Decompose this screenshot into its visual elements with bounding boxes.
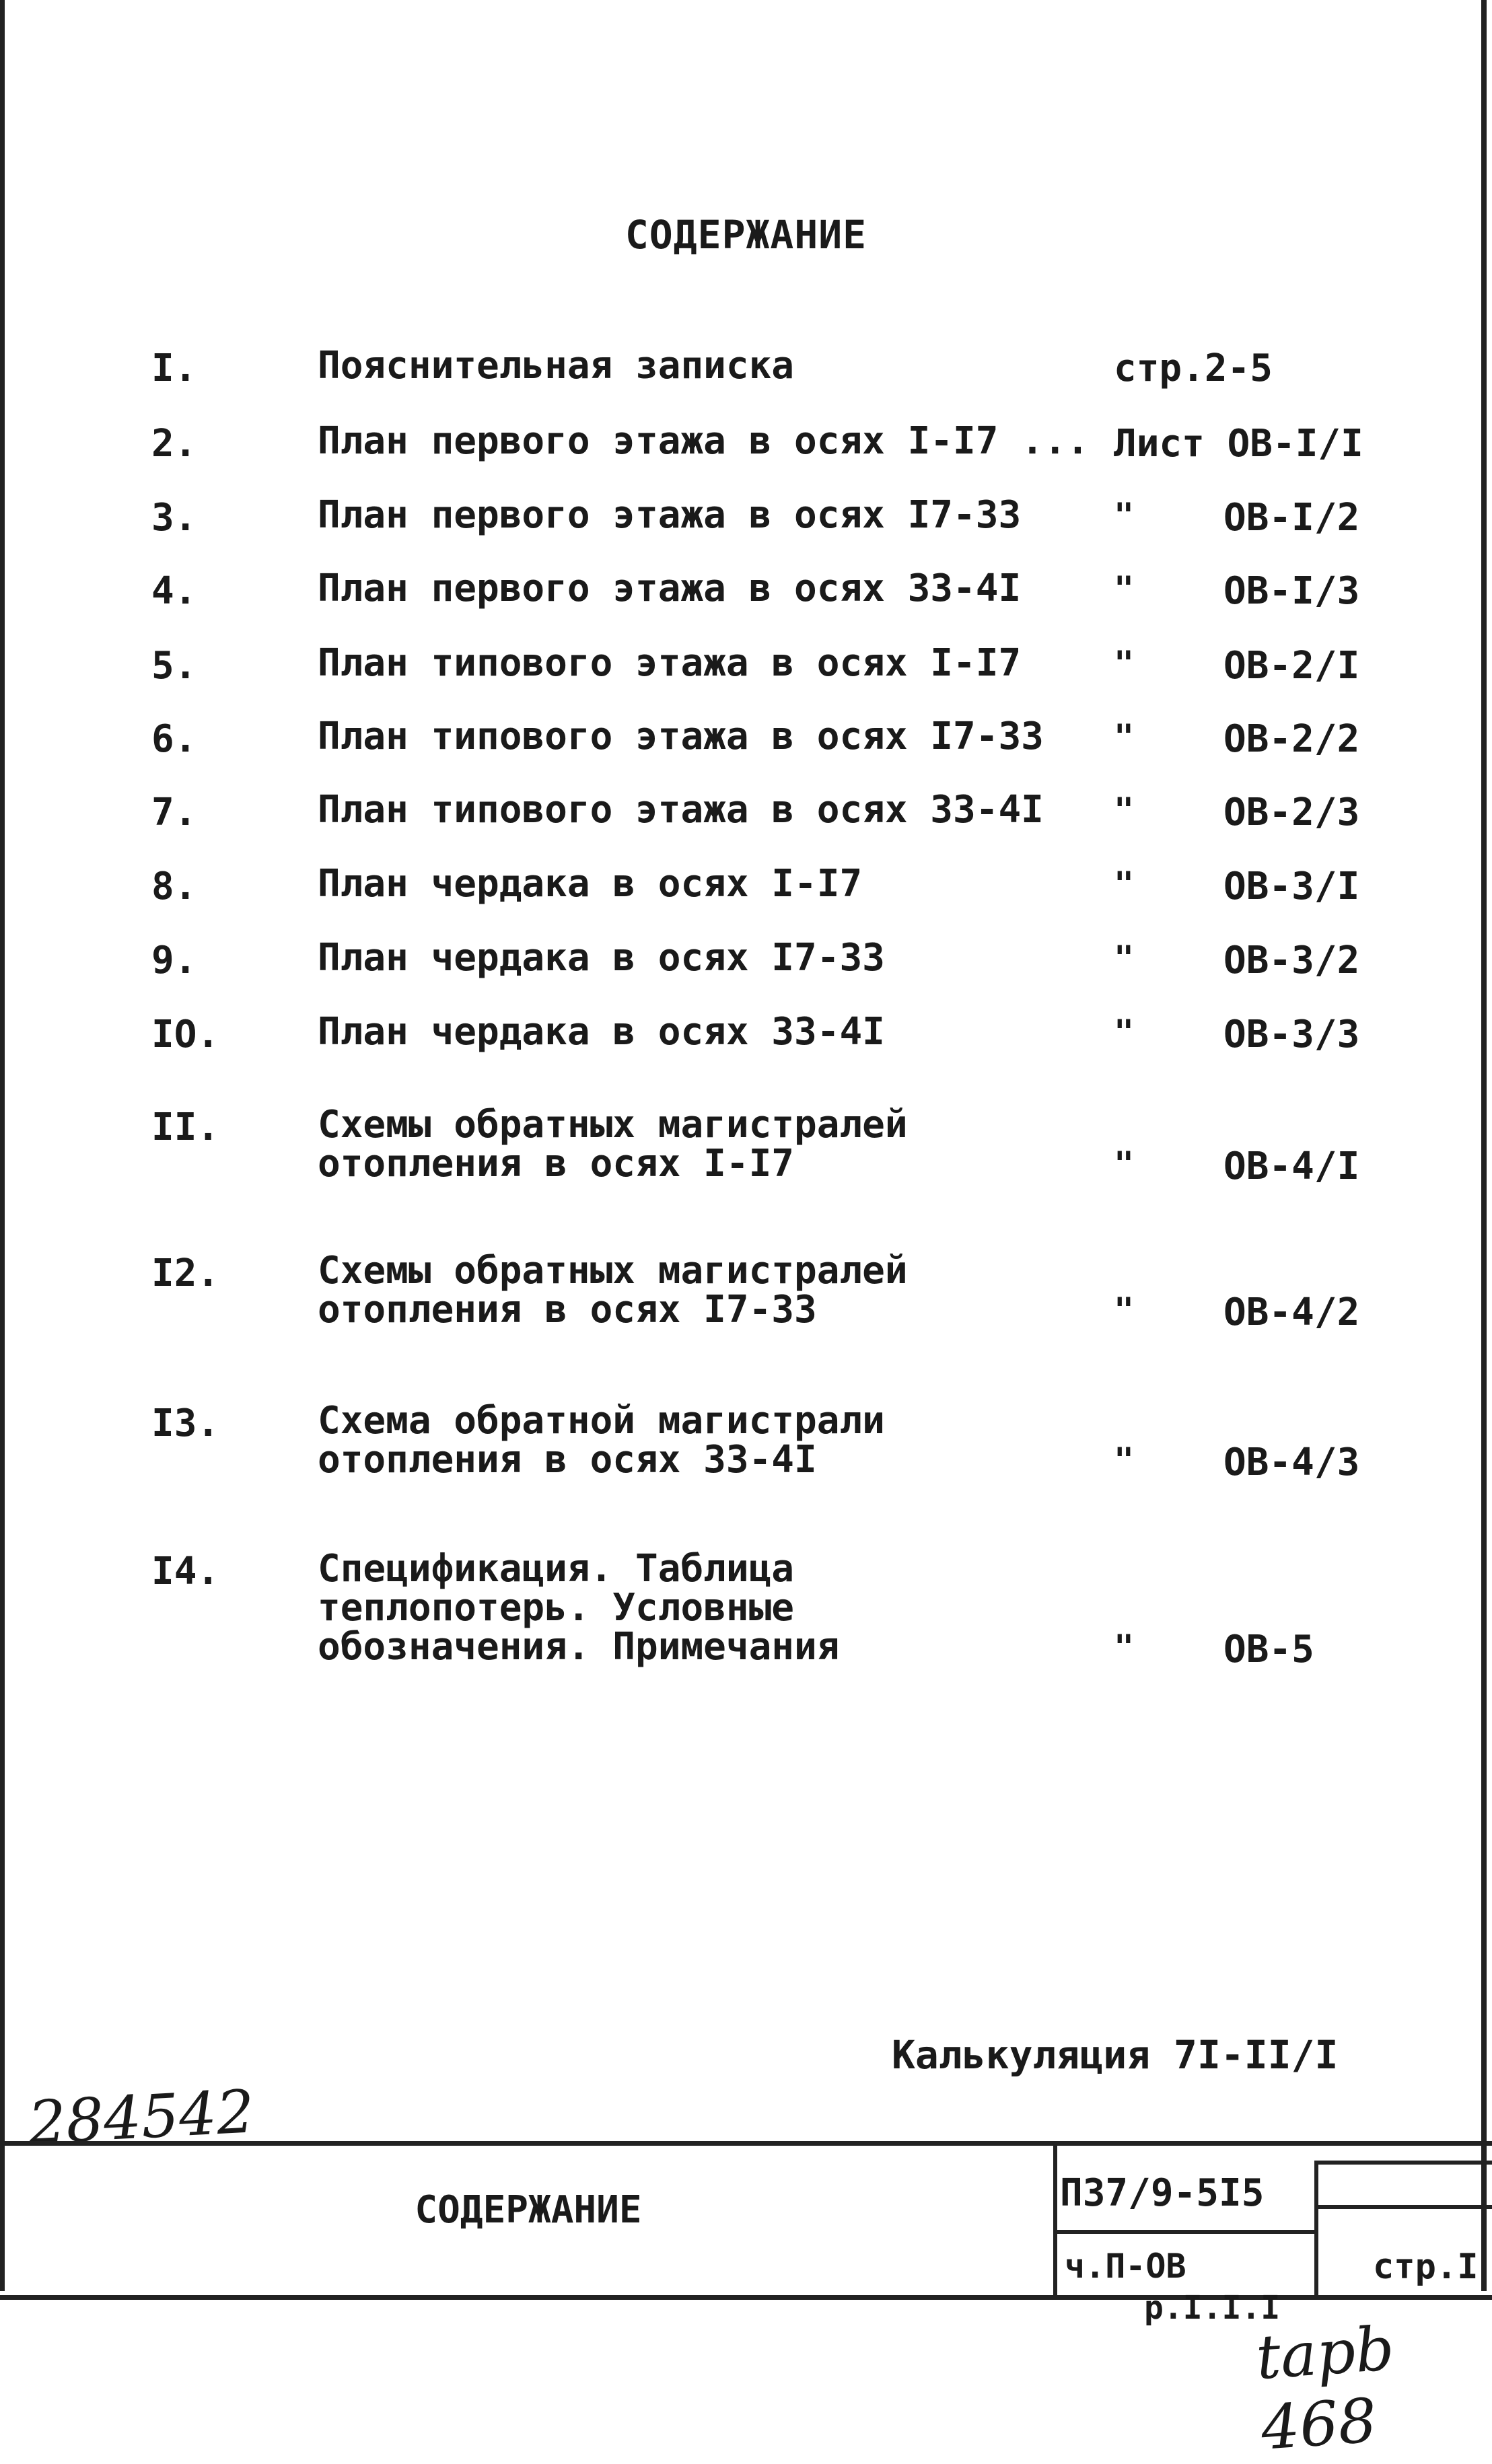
toc-item-line: План чердака в осях I7-33 xyxy=(318,936,885,980)
ditto-mark: " xyxy=(1114,1441,1135,1480)
stamp-page: стр.I xyxy=(1373,2247,1479,2287)
toc-item-text xyxy=(318,936,885,980)
toc-item-sheet-ref: ОВ-2/2 xyxy=(1223,717,1360,761)
toc-item-text xyxy=(318,1103,908,1186)
stamp-part: ч.П-ОВ xyxy=(1065,2247,1186,2286)
toc-item-number: I. xyxy=(151,347,197,390)
calculation-reference: Калькуляция 7I-II/I xyxy=(892,2032,1339,2078)
toc-item-number: 7. xyxy=(151,791,197,834)
toc-item-line: План чердака в осях I-I7 xyxy=(318,862,863,906)
toc-item-sheet-ref: ОВ-I/3 xyxy=(1223,569,1360,613)
toc-item-sheet-ref: Лист ОВ-I/I xyxy=(1114,422,1363,466)
toc-item-sheet-ref: ОВ-5 xyxy=(1223,1628,1314,1671)
frame-left-border xyxy=(0,0,5,2291)
toc-item-line: План первого этажа в осях I-I7 ... xyxy=(318,419,1090,463)
ditto-mark: " xyxy=(1114,1145,1135,1184)
toc-item-number: 3. xyxy=(151,496,197,540)
toc-item-sheet-ref: ОВ-4/3 xyxy=(1223,1441,1360,1484)
toc-item-text xyxy=(318,1249,908,1332)
toc-item-line: Спецификация. Таблица xyxy=(318,1547,795,1591)
stamp-document-code: П37/9-5I5 xyxy=(1060,2171,1265,2215)
toc-item-sheet-ref: стр.2-5 xyxy=(1114,347,1273,390)
toc-item-line: отопления в осях I-I7 xyxy=(318,1142,795,1186)
ditto-mark: " xyxy=(1114,717,1135,756)
toc-item-text xyxy=(318,717,1044,756)
toc-item-line: План типового этажа в осях 33-4I xyxy=(318,788,1044,832)
toc-item-number: I2. xyxy=(151,1252,220,1295)
toc-item-line: План первого этажа в осях 33-4I xyxy=(318,567,1022,610)
toc-item-text xyxy=(318,493,1022,537)
stamp-subsection: р.I.I.I xyxy=(1144,2289,1281,2327)
toc-item-text xyxy=(318,862,863,906)
frame-right-border xyxy=(1481,0,1487,2291)
handwritten-number: 284542 xyxy=(26,2076,256,2158)
toc-item-number: 4. xyxy=(151,569,197,613)
toc-item-sheet-ref: ОВ-2/I xyxy=(1223,644,1360,688)
toc-item-text xyxy=(318,788,1044,832)
toc-item-line: теплопотерь. Условные xyxy=(318,1586,795,1630)
toc-item-sheet-ref: ОВ-3/I xyxy=(1223,865,1360,908)
toc-item-sheet-ref: ОВ-3/2 xyxy=(1223,939,1360,982)
toc-item-line: Схема обратной магистрали xyxy=(318,1399,885,1443)
toc-item-line: Схемы обратных магистралей xyxy=(318,1249,908,1293)
stamp-divider xyxy=(1053,2230,1314,2234)
toc-item-text xyxy=(318,1399,885,1482)
toc-item-number: 8. xyxy=(151,865,197,908)
ditto-mark: " xyxy=(1114,939,1135,978)
document-title: СОДЕРЖАНИЕ xyxy=(625,212,867,258)
toc-item-number: 9. xyxy=(151,939,197,982)
toc-item-number: 5. xyxy=(151,644,197,688)
toc-item-line: Пояснительная записка xyxy=(318,344,795,388)
toc-item-sheet-ref: ОВ-I/2 xyxy=(1223,496,1360,540)
ditto-mark: " xyxy=(1114,644,1135,683)
toc-item-line: План чердака в осях 33-4I xyxy=(318,1010,885,1054)
toc-item-line: План первого этажа в осях I7-33 xyxy=(318,493,1022,537)
toc-item-number: 2. xyxy=(151,422,197,466)
toc-item-sheet-ref: ОВ-4/I xyxy=(1223,1145,1360,1188)
ditto-mark: " xyxy=(1114,1013,1135,1052)
ditto-mark: " xyxy=(1114,865,1135,904)
toc-item-number: II. xyxy=(151,1106,220,1149)
stamp-divider xyxy=(1314,2205,1492,2209)
toc-item-number: IO. xyxy=(151,1013,220,1056)
toc-item-line: обозначения. Примечания xyxy=(318,1625,840,1669)
stamp-divider xyxy=(1314,2161,1492,2165)
toc-item-text xyxy=(318,419,1090,463)
ditto-mark: " xyxy=(1114,1291,1135,1330)
toc-item-sheet-ref: ОВ-3/3 xyxy=(1223,1013,1360,1056)
toc-item-line: План типового этажа в осях I-I7 xyxy=(318,641,1022,685)
toc-item-text xyxy=(318,1547,840,1669)
toc-item-sheet-ref: ОВ-2/3 xyxy=(1223,791,1360,834)
toc-item-line: Схемы обратных магистралей xyxy=(318,1103,908,1147)
toc-item-number: 6. xyxy=(151,717,197,761)
ditto-mark: " xyxy=(1114,569,1135,608)
toc-item-line: отопления в осях I7-33 xyxy=(318,1288,817,1332)
toc-item-line: отопления в осях 33-4I xyxy=(318,1438,817,1482)
toc-item-number: I3. xyxy=(151,1402,220,1445)
toc-item-text xyxy=(318,641,1022,685)
toc-item-text xyxy=(318,344,795,388)
toc-item-sheet-ref: ОВ-4/2 xyxy=(1223,1291,1360,1334)
title-block-stamp xyxy=(0,2141,1492,2300)
toc-item-line: План типового этажа в осях I7-33 xyxy=(318,715,1044,758)
toc-item-number: I4. xyxy=(151,1550,220,1593)
stamp-divider xyxy=(1314,2161,1318,2295)
toc-item-text xyxy=(318,1010,885,1054)
stamp-title: СОДЕРЖАНИЕ xyxy=(415,2188,642,2232)
ditto-mark: " xyxy=(1114,791,1135,830)
ditto-mark: " xyxy=(1114,1628,1135,1667)
toc-item-text xyxy=(318,569,1021,608)
ditto-mark: " xyxy=(1114,496,1135,535)
handwritten-corner-note: tapb 468 xyxy=(1254,2313,1396,2464)
